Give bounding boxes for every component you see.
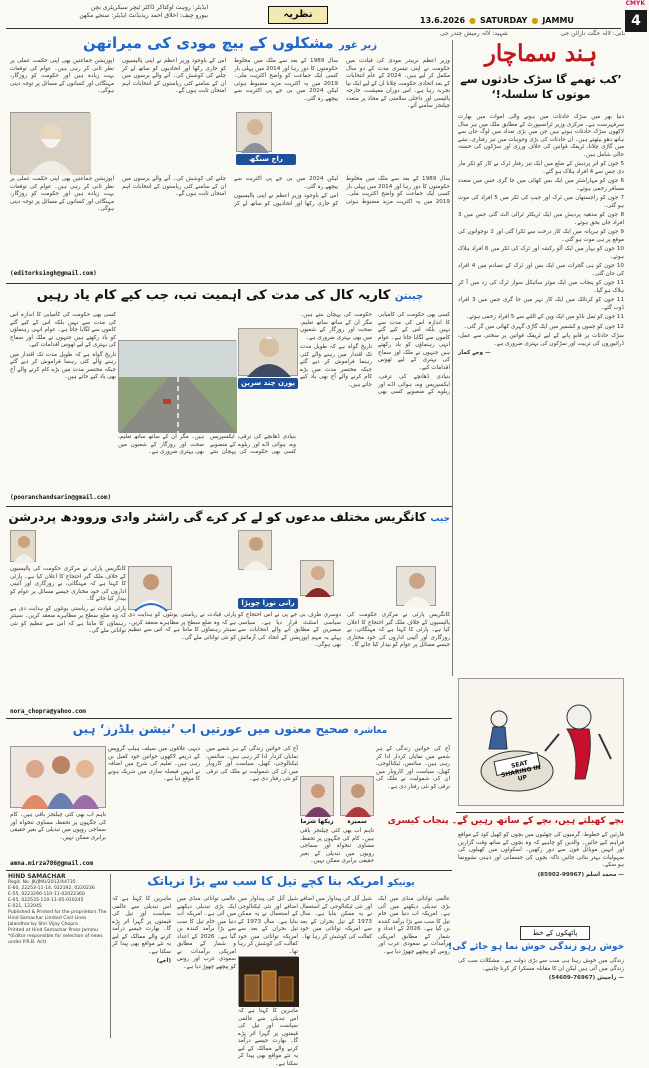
cartoon-drawing: [459, 679, 625, 807]
article4-body-bottom: تاہم اب بھی کئی چیلنجز باقی ہیں۔ کام کی جگہوں پر تحفظ، مساوی تنخواہ اور سماجی رویوں میں تبدیلی کے بغیر حقیقی برابری ممکن نہیں۔: [300, 828, 374, 864]
article2-body-left: کسی بھی حکومت کی کامیابی کا اندازہ اس کی مدت سے نہیں بلکہ اس کے کیے گئے کاموں سے لگایا جاتا ہے۔ عوام انہی رہنماؤں کو یاد رکھتے ہیں جنہوں نے ملک اور سماج کی بہتری کے لیے ٹھوس اقدامات کیے۔ تاریخ گواہ ہے کہ طویل مدت تک اقتدار میں رہنے والے کئی رہنما فراموش کر دیے گئے جبکہ مختصر مدت میں بڑے کام کرنے والے آج بھی یاد کیے جاتے ہیں۔: [10, 312, 116, 380]
page-number: 4: [625, 10, 647, 32]
editorial-body: دنیا بھر میں سڑک حادثات میں ہونے والی اموات میں بھارت سرفہرست ہے۔ مرکزی وزیر ٹرانسپورٹ کے مطابق ملک میں ہر سال لاکھوں سڑک حادثات ہوتے ہیں جن میں بڑی تعداد میں لوگ جان سے ہاتھ دھو بیٹھتے ہیں۔ ان حادثات کی بڑی وجوہات میں تیز رفتاری، نشے میں گاڑی چلانا، ٹریفک قوانین کی خلاف ورزی اور سڑکوں کی خستہ حالی شامل ہیں۔ 5 جون کو اتر پردیش کے ضلع میں ایک تیز رفتار ٹرک نے کار کو ٹکر مار دی جس سے 4 افراد ہلاک ہو گئے۔ 6 جون کو مہاراشٹر میں ایک بس کھائی میں جا گری جس میں متعدد مسافر زخمی ہوئے۔ 7 جون کو راجستھان میں ٹرک اور جیپ کی ٹکر میں 5 افراد کی موت ہو گئی۔ 8 جون کو مدھیہ پردیش میں ایک ٹریکٹر ٹرالی الٹ گئی جس میں 3 افراد جاں بحق ہوئے۔ 9 جون کو ہریانہ میں ایک کار درخت سے ٹکرا گئی اور 2 نوجوانوں کی موقع پر ہی موت ہو گئی۔ 10 جون کو بہار میں ایک آٹو رکشہ اور ٹرک کی ٹکر میں 6 افراد ہلاک ہوئے۔ 10 جون کو ہی گجرات میں ایک بس اور ٹرک کے تصادم میں 4 افراد کی جان گئی۔ 11 جون کو پنجاب میں ایک موٹر سائیکل سوار ٹرک کی زد میں آ کر ہلاک ہو گیا۔ 11 جون کو کرناٹک میں ایک کار نہر میں جا گری جس میں 3 افراد ڈوب گئے۔ 11 جون کو تمل ناڈو میں ایک وین کے الٹنے سے 5 افراد زخمی ہوئے۔ 12 جون کو جموں و کشمیر میں ایک گاڑی گہری کھائی میں گر گئی۔ سڑک حادثات پر قابو پانے کے لیے ٹریفک قوانین پر سختی سے عمل، ڈرائیوروں کی تربیت اور سڑکوں کی بہتری ضروری ہے۔ — وجے کمار: [458, 114, 625, 356]
dot-icon: ●: [531, 15, 539, 25]
letters-body: قارئین کے خطوط: گرمیوں کی چھٹیوں میں بچوں کو کھیل کود کے مواقع فراہم کیے جائیں۔ والدین کو چاہیے کہ وہ بچوں کے ساتھ وقت گزاریں اور انہیں موبائل فون سے دور رکھیں۔ اسکولوں میں کھیلوں کی سہولیات بہتر بنائی جائیں تاکہ بچوں کی جسمانی اور ذہنی نشوونما ہو سکے۔ — محمد اسلم (99967-85902): [458, 832, 624, 878]
column-rule: [452, 40, 453, 676]
article2-body-right: کسی بھی حکومت کی کامیابی کا اندازہ اس کی مدت سے نہیں بلکہ اس کے کیے گئے کاموں سے لگایا جاتا ہے۔ عوام انہی رہنماؤں کو یاد رکھتے ہیں جنہوں نے ملک اور سماج کی بہتری کے لیے ٹھوس اقدامات کیے۔ بنیادی ڈھانچے کی ترقی، ایکسپریس وے، ہوائی اڈے اور ریلوے کے منصوبے کسی بھی حکومت کی پہچان بنتے ہیں۔ مگر ان کے ساتھ ساتھ تعلیم، صحت اور روزگار کے شعبوں میں بھی بہتری ضروری ہے۔ تاریخ گواہ ہے کہ طویل مدت تک اقتدار میں رہنے والے کئی رہنما فراموش کر دیے گئے جبکہ مختصر مدت میں بڑے کام کرنے والے آج بھی یاد کیے جاتے ہیں۔: [300, 312, 450, 395]
article4-body-mid: آج کی خواتین زندگی کے ہر شعبے میں نمایاں کردار ادا کر رہی ہیں۔ سائنس، ٹیکنالوجی، کھیل، سیاست اور کاروبار میں ان کی شمولیت نے ملک کی ترقی کو نئی رفتار دی ہے۔ دیہی علاقوں میں سیلف ہیلپ گروپس کے ذریعے لاکھوں خواتین خود کفیل بن رہی ہیں۔ تعلیم کی شرح میں اضافہ نے انہیں فیصلہ سازی میں شریک ہونے کا موقع دیا ہے۔: [108, 746, 298, 782]
article3-email: nora_chopra@yahoo.com: [10, 708, 86, 715]
article5-body-mid: شیل آئل کی پیداوار میں اضافے اور نئی ٹیکنالوجی کے استعمال نے یہ ممکن بنایا ہے۔ سال 1973 کے تیل بحران کے بعد سے امریکہ توانائی میں خود کفالت کی کوشش کر رہا تھا۔: [238, 896, 298, 955]
rule-3: [6, 718, 452, 719]
letters-headline-2: خوش رہو زندگی خوش نما ہو جائے گی!: [448, 942, 624, 952]
article2-photo: [118, 340, 236, 432]
article3-photo-4: [396, 566, 436, 606]
person-photo-icon: [129, 567, 173, 611]
article1-email: (editorksingh@gmail.com): [10, 270, 97, 277]
cartoon: [458, 678, 624, 806]
article4-photo: [10, 746, 106, 808]
top-rule: [6, 28, 621, 29]
rule-2: [6, 506, 452, 507]
article2-email: (pooranchandsarin@gmail.com): [10, 494, 112, 501]
article4-body-right: آج کی خواتین زندگی کے ہر شعبے میں نمایاں کردار ادا کر رہی ہیں۔ سائنس، ٹیکنالوجی، کھیل، سیاست اور کاروبار میں ان کی شمولیت نے ملک کی ترقی کو نئی رفتار دی ہے۔: [376, 746, 450, 790]
article1-author: راج سنگھ: [236, 154, 296, 165]
article1-headline: زیر غور مشکلوں کے بیچ مودی کی میراتھن: [82, 34, 378, 52]
top-left-credits: ایڈیٹر: روہت اوکتاکر ڈاکٹر ٹیچر سیکریٹری بچن بیورو چیف: اخلاق احمد ریذیڈنٹ ایڈیٹر: سنجے مکھن: [79, 4, 208, 19]
dot-icon: ●: [469, 15, 477, 25]
article5-body-left: عالمی توانائی منڈی میں ایک بڑی تبدیلی دیکھنے میں آئی ہے۔ امریکہ اب دنیا میں خام تیل کا سب سے بڑا برآمد کنندہ بن گیا ہے۔ 2026 کے اعداد و شمار کے مطابق امریکی برآمدات نے سعودی عرب اور روس کو پیچھے چھوڑ دیا ہے۔ ماہرین کا کہنا ہے کہ اس تبدیلی سے عالمی سیاست اور تیل کی قیمتوں پر گہرا اثر پڑے گا۔ بھارت جیسے درآمد کرنے والے ممالک کے لیے یہ نئے مواقع بھی پیدا کر سکتا ہے۔ (اجے): [112, 896, 236, 970]
article4-email: amna.mirza786@gmail.com: [10, 860, 94, 867]
city: JAMMU: [542, 15, 574, 25]
article1-body: وزیر اعظم نریندر مودی کی قیادت میں حکومت نے اپنی تیسری مدت کے دو سال مکمل کر لیے ہیں۔ 2024 کے عام انتخابات کے بعد اتحادی حکومت چلانا ان کے لیے ایک نیا تجربہ رہا ہے۔ اس دوران معیشت، خارجہ پالیسی اور داخلی سلامتی کے محاذ پر متعدد چیلنجز سامنے آئے۔ سال 1989 کے بعد سے ملک میں مخلوط حکومتوں کا دور رہا اور 2014 میں پہلی بار کسی ایک جماعت کو واضح اکثریت ملی۔ 2019 میں یہ اکثریت مزید مضبوط ہوئی لیکن 2024 میں بی جے پی اکثریت سے پیچھے رہ گئی۔ اس کے باوجود وزیر اعظم نے اپنی پالیسیوں کو جاری رکھا اور اتحادیوں کو ساتھ لے کر چلنے کی کوشش کی۔ آنے والے برسوں میں ان کے سامنے کئی ریاستوں کے انتخابات اہم امتحان ثابت ہوں گے۔ اپوزیشن جماعتیں بھی اپنی حکمت عملی پر نظر ثانی کر رہی ہیں۔ عوام کی توقعات بہت زیادہ ہیں اور حکومت کو روزگار، مہنگائی اور کسانوں کے مسائل پر توجہ دینی ہوگی۔: [10, 58, 451, 109]
letters-body-2: زندگی میں خوش رہنا ہی سب سے بڑی دولت ہے۔ مشکلات سب کی زندگی میں آتی ہیں لیکن ان کا مقابلہ مسکرا کر کرنا چاہیے۔ — راجیش (76967-54609): [458, 958, 624, 981]
article1-author-photo: [236, 112, 272, 152]
masthead: ہند سماچار: [484, 40, 598, 67]
cmyk-mark: CMYK: [625, 0, 645, 7]
letters-rule: [456, 812, 624, 813]
person-photo-icon: [239, 531, 273, 571]
article4-author-1: ریکھا شرما: [300, 818, 334, 825]
article2-headline: چینتن کاریہ کال کی مدت کی اہمیت تب، جب کیے کام یاد رہیں: [36, 288, 424, 303]
day: SATURDAY: [480, 15, 528, 25]
article3-photo-3: [238, 530, 272, 570]
article5-body-mid-bottom: ماہرین کا کہنا ہے کہ اس تبدیلی سے عالمی سیاست اور تیل کی قیمتوں پر گہرا اثر پڑے گا۔ بھارت جیسے درآمد کرنے والے ممالک کے لیے یہ نئے مواقع بھی پیدا کر سکتا ہے۔: [238, 1008, 298, 1067]
author-photo-icon: [301, 561, 335, 597]
imprint: HIND SAMACHAR Regd. No. JK/JMU/2012/44735 E-60, 22253-11-14, 022192, 0220236 E-55, 0223290-110-11-02022360 E-05, 022535-110-11-05-010245 E-021, 122045 Published & Printed for the proprietors The Hind Samachar Limited Civil Lines Jalandhar by Shri Vijay Chopra Printed at Hind Samachar Press Jammu *(Editor responsible for selection of news under P.R.B. Act): [8, 873, 107, 945]
founder-line: بانی: لالہ جگت نارائن جی شہید: لالہ رمیش چندر جی: [440, 30, 625, 37]
person-photo-icon: [11, 531, 37, 563]
article4-author-photo-1: [300, 776, 334, 816]
article3-author-photo: [300, 560, 334, 596]
person-photo-icon: [397, 567, 437, 607]
expressway-photo-icon: [119, 341, 237, 433]
author-photo-icon: [237, 113, 273, 153]
article3-body-left: کانگریس پارٹی نے مرکزی حکومت کی پالیسیوں کے خلاف ملک گیر احتجاج کا اعلان کیا ہے۔ پارٹی کا کہنا ہے کہ مہنگائی، بے روزگاری اور آئینی اداروں کی خود مختاری جیسے مسائل پر عوام کو بیدار کیا جائے گا۔ پارٹی قیادت نے ریاستی یونٹوں کو ہدایت دی ہے کہ وہ ضلع سطح پر مظاہرے منعقد کریں۔ سینئر رہنماؤں کا ماننا ہے کہ اس سے تنظیم کو نئی توانائی ملے گی۔: [10, 566, 126, 634]
rule-4: [6, 870, 452, 871]
article4-author-photo-2: [340, 776, 374, 816]
article2-author: پورن چند سرین: [238, 378, 298, 389]
article3-photo-1: [10, 530, 36, 562]
oil-barrels-photo-icon: [239, 957, 299, 1007]
article5-photo: [238, 956, 298, 1006]
author-photo-icon: [301, 777, 335, 817]
article5-headline: یونیکو امریکہ بنا کچے تیل کا سب سے بڑا نریاتک: [147, 874, 415, 888]
author-photo-icon: [239, 329, 299, 377]
letters-box-label: پاٹھکوں کے خط: [520, 926, 590, 940]
article2-body-mid: بنیادی ڈھانچے کی ترقی، ایکسپریس وے، ہوائی اڈے اور ریلوے کے منصوبے کسی بھی حکومت کی پہچان بنتے ہیں۔ مگر ان کے ساتھ ساتھ تعلیم، صحت اور روزگار کے شعبوں میں بھی بہتری ضروری ہے۔: [118, 434, 296, 455]
imprint-rule: [110, 874, 111, 1038]
cartoon-label: SEAT SHARING IN UP: [500, 759, 542, 783]
article3-body-right: کانگریس پارٹی نے مرکزی حکومت کی پالیسیوں کے خلاف ملک گیر احتجاج کا اعلان کیا ہے۔ پارٹی کا کہنا ہے کہ مہنگائی، بے روزگاری اور آئینی اداروں کی خود مختاری جیسے مسائل پر عوام کو بیدار کیا جائے گا۔ دوسری طرف بی جے پی نے اس احتجاج کو سیاسی اسٹنٹ قرار دیا ہے۔ سیاسی مبصرین کے مطابق آنے والے انتخابات سے پہلے یہ مہم اپوزیشن کے اتحاد کی آزمائش بھی ہوگی۔: [238, 612, 450, 648]
author-photo-icon: [341, 777, 375, 817]
women-illustration-icon: [11, 747, 107, 809]
article3-author: رانی نورا چوپڑا: [238, 598, 298, 609]
date-strip: [420, 14, 625, 26]
section-label: نظریہ: [268, 6, 328, 24]
rule-1: [6, 283, 452, 284]
article1-body-more: سال 1989 کے بعد سے ملک میں مخلوط حکومتوں کا دور رہا اور 2014 میں پہلی بار کسی ایک جماعت کو واضح اکثریت ملی۔ 2019 میں یہ اکثریت مزید مضبوط ہوئی لیکن 2024 میں بی جے پی اکثریت سے پیچھے رہ گئی۔ اس کے باوجود وزیر اعظم نے اپنی پالیسیوں کو جاری رکھا اور اتحادیوں کو ساتھ لے کر چلنے کی کوشش کی۔ آنے والے برسوں میں ان کے سامنے کئی ریاستوں کے انتخابات اہم امتحان ثابت ہوں گے۔ اپوزیشن جماعتیں بھی اپنی حکمت عملی پر نظر ثانی کر رہی ہیں۔ عوام کی توقعات بہت زیادہ ہیں اور حکومت کو روزگار، مہنگائی اور کسانوں کے مسائل پر توجہ دینی ہوگی۔: [10, 176, 451, 212]
article3-body-mid: پارٹی قیادت نے ریاستی یونٹوں کو ہدایت دی ہے کہ وہ ضلع سطح پر مظاہرے منعقد کریں۔ سینئر رہنماؤں کا ماننا ہے کہ اس سے تنظیم کو نئی توانائی ملے گی۔: [128, 612, 236, 641]
article4-headline: معاشرہ صحیح معنوں میں عورتیں اب ’نیشن بلڈرز‘ ہیں: [72, 722, 388, 736]
article3-photo-2: [128, 566, 172, 610]
letters-headline: بچے کھیلتے ہیں، بچے کے ساتھ رہیں گے۔ پنجاب کیسری: [387, 816, 624, 826]
date: 13.6.2026: [420, 15, 466, 25]
article4-author-2: سمیرہ: [347, 818, 367, 825]
article4-body-left: تاہم اب بھی کئی چیلنجز باقی ہیں۔ کام کی جگہوں پر تحفظ، مساوی تنخواہ اور سماجی رویوں میں تبدیلی کے بغیر حقیقی برابری ممکن نہیں۔: [9, 812, 106, 841]
article5-body-right: عالمی توانائی منڈی میں ایک بڑی تبدیلی دیکھنے میں آئی ہے۔ امریکہ اب دنیا میں خام تیل کا سب سے بڑا برآمد کنندہ بن گیا ہے۔ 2026 کے اعداد و شمار کے مطابق امریکی برآمدات نے سعودی عرب اور روس کو پیچھے چھوڑ دیا ہے۔ شیل آئل کی پیداوار میں اضافے اور نئی ٹیکنالوجی کے استعمال نے یہ ممکن بنایا ہے۔ سال 1973 کے تیل بحران کے بعد سے امریکہ توانائی میں خود کفالت کی کوشش کر رہا تھا۔: [300, 896, 450, 955]
article3-headline: جیب کانگریس مختلف مدعوں کو لے کر کرے گی راشٹر وادی وروودھ پردرشن: [8, 510, 450, 524]
editorial-title: ’کب تھمے گا سڑک حادثوں سے موتوں کا سلسلہ!‘: [460, 73, 622, 101]
article2-author-photo: [238, 328, 298, 376]
